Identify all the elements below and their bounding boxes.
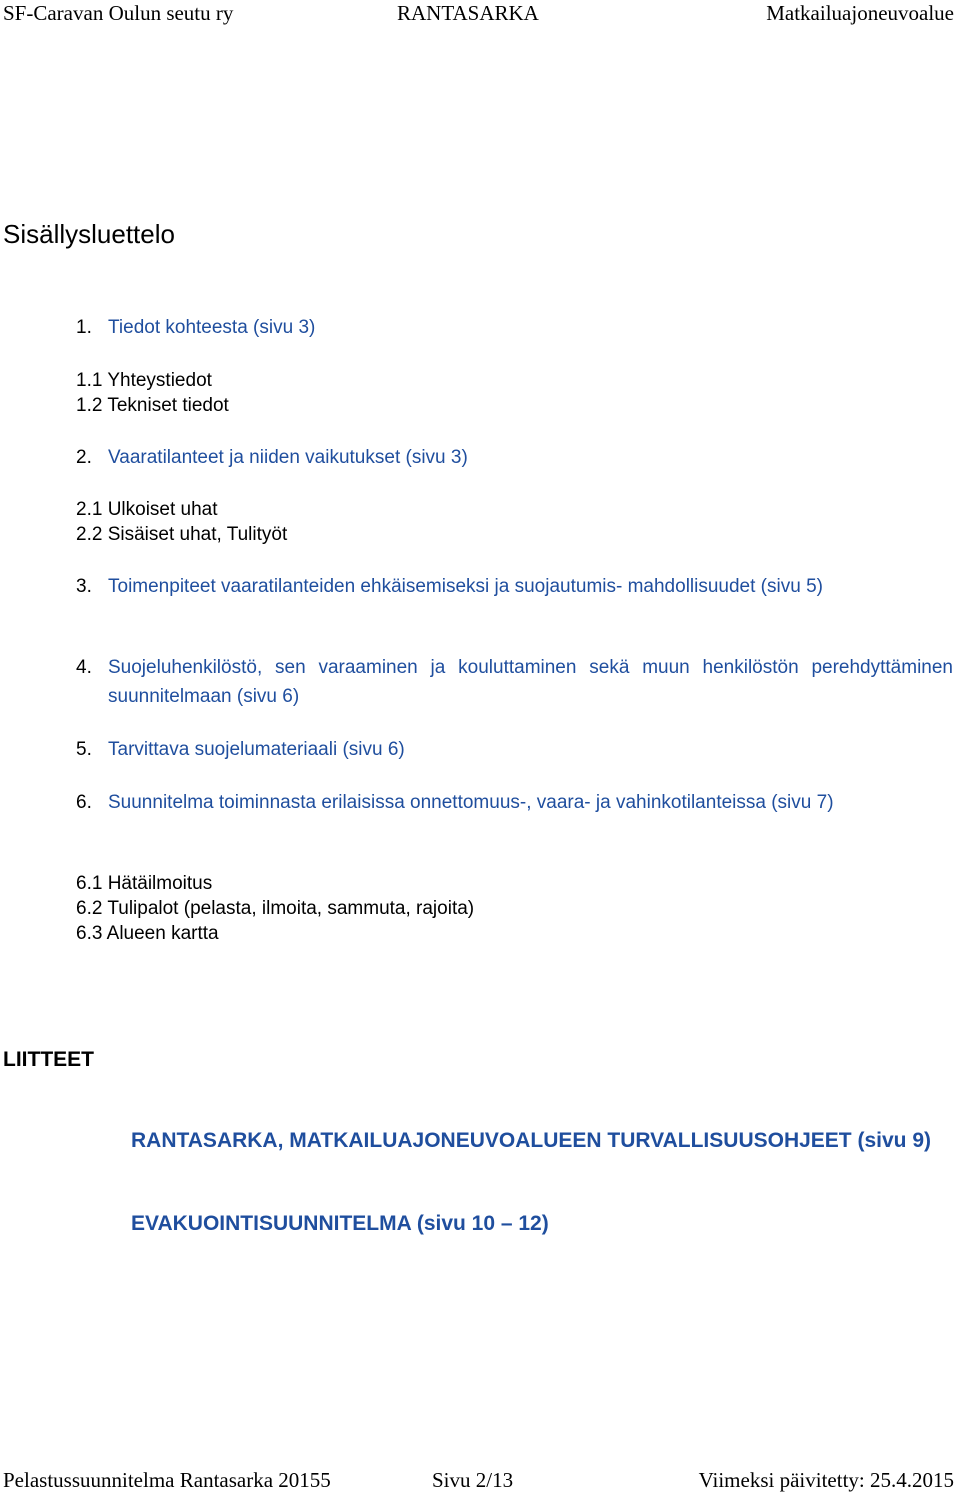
attachment-link-safety-instructions[interactable]: RANTASARKA, MATKAILUAJONEUVOALUEEN TURVALLISUUSOHJEET (sivu 9)	[131, 1129, 931, 1152]
toc-subitem-2-1[interactable]: 2.1 Ulkoiset uhat	[76, 499, 218, 520]
toc-subitem-1-2[interactable]: 1.2 Tekniset tiedot	[76, 395, 229, 416]
toc-item-link[interactable]: Vaaratilanteet ja niiden vaikutukset (sivu 3)	[108, 447, 468, 468]
attachments-title: LIITTEET	[3, 1048, 94, 1071]
toc-subitem-2-2[interactable]: 2.2 Sisäiset uhat, Tulityöt	[76, 524, 288, 545]
toc-subitem-6-2[interactable]: 6.2 Tulipalot (pelasta, ilmoita, sammuta, rajoita)	[76, 898, 475, 919]
toc-item-number: 2.	[76, 447, 92, 468]
toc-item-link[interactable]: Suojeluhenkilöstö, sen varaaminen ja kouluttaminen sekä muun henkilöstön perehdyttäminen suunnitelmaan (sivu 6)	[108, 657, 953, 707]
header-site-name: RANTASARKA	[397, 1, 539, 25]
attachment-link-evacuation-plan[interactable]: EVAKUOINTISUUNNITELMA (sivu 10 – 12)	[131, 1212, 549, 1235]
toc-item-number: 4.	[76, 657, 92, 678]
toc-subitem-6-3[interactable]: 6.3 Alueen kartta	[76, 923, 219, 944]
header-area-type: Matkailuajoneuvoalue	[766, 1, 954, 25]
toc-item-link[interactable]: Tiedot kohteesta (sivu 3)	[108, 317, 316, 338]
toc-item-number: 6.	[76, 792, 92, 813]
toc-item-number: 3.	[76, 576, 92, 597]
toc-item-link[interactable]: Toimenpiteet vaaratilanteiden ehkäisemiseksi ja suojautumis- mahdollisuudet (sivu 5)	[108, 576, 823, 597]
toc-title: Sisällysluettelo	[3, 219, 175, 249]
footer-page-number: Sivu 2/13	[432, 1468, 514, 1492]
footer-document-name: Pelastussuunnitelma Rantasarka 20155	[3, 1468, 331, 1492]
toc-item-number: 5.	[76, 739, 92, 760]
toc-item-link[interactable]: Suunnitelma toiminnasta erilaisissa onnettomuus-, vaara- ja vahinkotilanteissa (sivu 7)	[108, 792, 834, 813]
header-organization: SF-Caravan Oulun seutu ry	[3, 1, 234, 25]
toc-item-number: 1.	[76, 317, 92, 338]
footer-last-updated: Viimeksi päivitetty: 25.4.2015	[698, 1468, 954, 1492]
toc-item-link[interactable]: Tarvittava suojelumateriaali (sivu 6)	[108, 739, 405, 760]
toc-subitem-6-1[interactable]: 6.1 Hätäilmoitus	[76, 873, 213, 894]
toc-subitem-1-1[interactable]: 1.1 Yhteystiedot	[76, 370, 212, 391]
